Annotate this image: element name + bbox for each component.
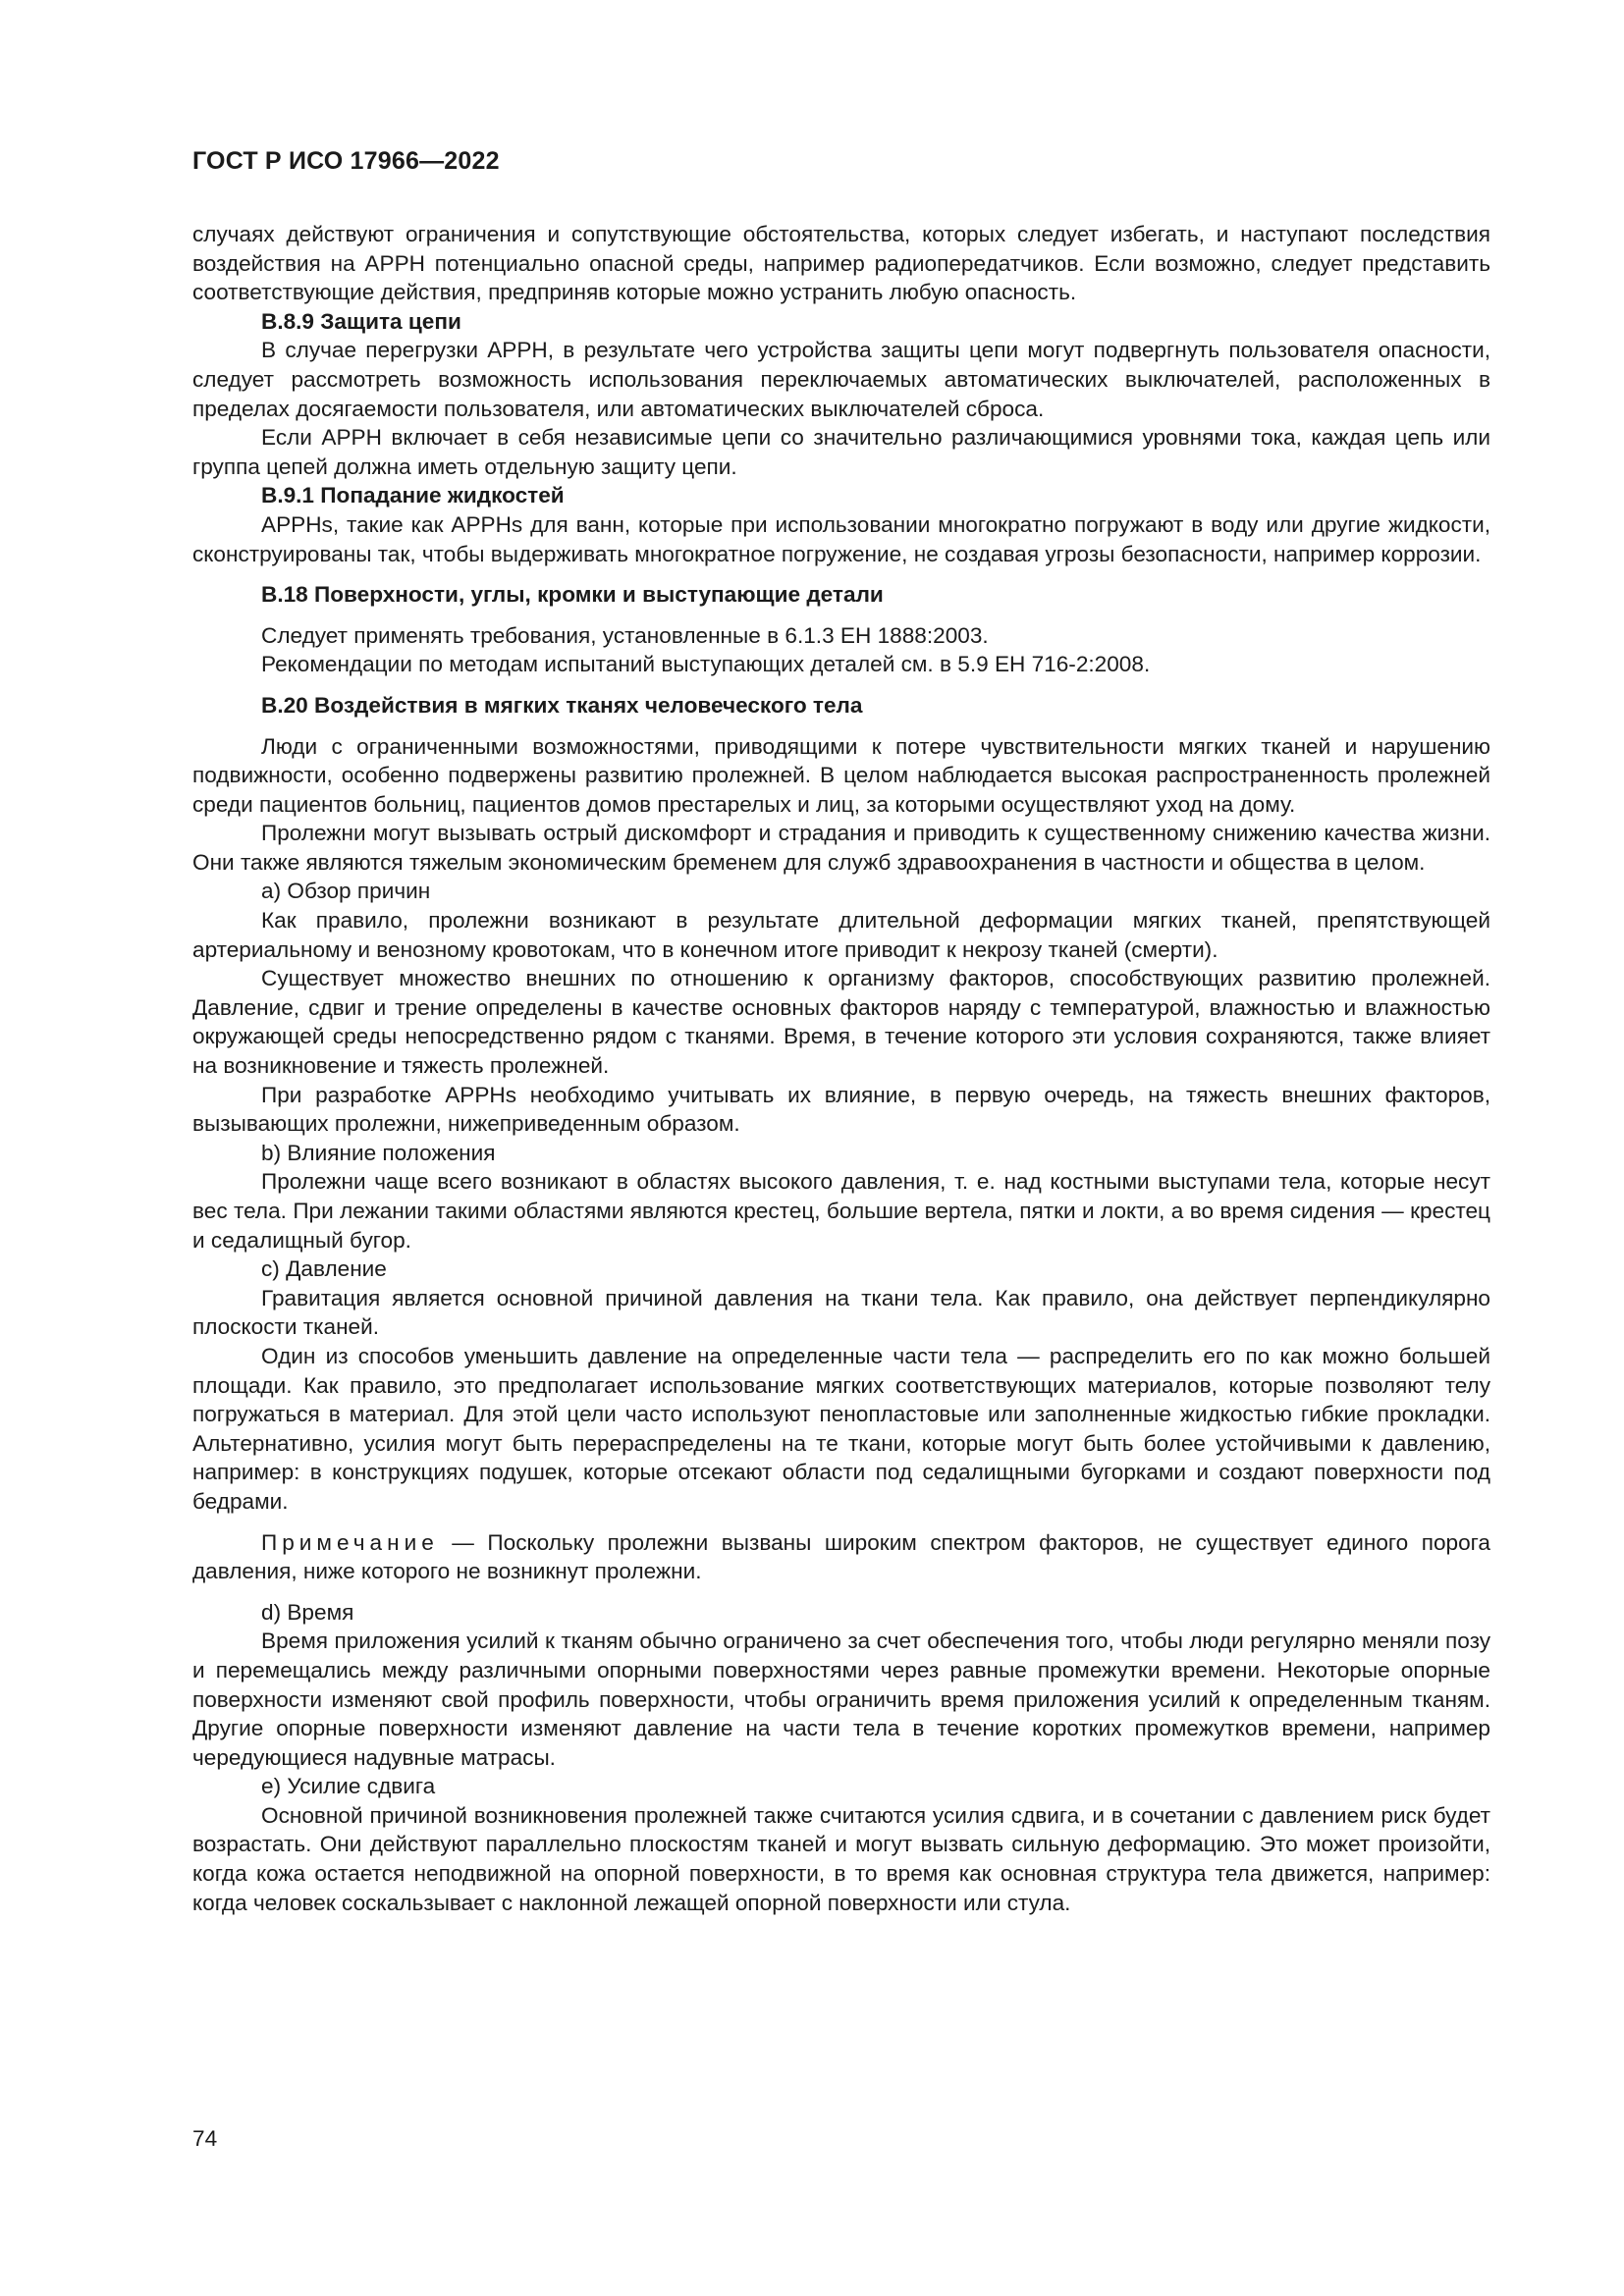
paragraph: Как правило, пролежни возникают в результате длительной деформации мягких тканей, препятствующей артериальному и венозному кровотокам, что в конечном итоге приводит к некрозу тканей (смерти). [192,908,1490,962]
note-text: — Поскольку пролежни вызваны широким спектром факторов, не существует единого порога давления, ниже которого не возникнут пролежни. [192,1529,1490,1584]
note-label: Примечание [261,1529,439,1555]
section-heading-b91: B.9.1 Попадание жидкостей [261,483,565,508]
paragraph: При разработке APPHs необходимо учитывать их влияние, в первую очередь, на тяжесть внешних факторов, вызывающих пролежни, нижеприведенным образом. [192,1082,1490,1137]
paragraph: случаях действуют ограничения и сопутствующие обстоятельства, которых следует избегать, и наступают последствия воздействия на APPH потенциально опасной среды, например радиопередатчиков. Если возможно, следует представить соответствующие действия, предприняв которые можно устранить любую опасность. [192,222,1490,305]
document-header: ГОСТ Р ИСО 17966—2022 [192,147,500,175]
note [192,1528,1490,1586]
paragraph: Время приложения усилий к тканям обычно ограничено за счет обеспечения того, чтобы люди регулярно меняли позу и перемещались между различными опорными поверхностями через равные промежутки времени. Некоторые опорные поверхности изменяют свой профиль поверхности, чтобы ограничить время приложения усилий к определенным тканям. Другие опорные поверхности изменяют давление на части тела в течение коротких промежутков времени, например чередующиеся надувные матрасы. [192,1629,1490,1770]
paragraph: Если APPH включает в себя независимые цепи со значительно различающимися уровнями тока, каждая цепь или группа цепей должна иметь отдельную защиту цепи. [192,425,1490,479]
section-heading-b20: B.20 Воздействия в мягких тканях человеческого тела [261,692,863,718]
paragraph: Рекомендации по методам испытаний выступающих деталей см. в 5.9 ЕН 716-2:2008. [261,652,1151,677]
subsection-e: e) Усилие сдвига [261,1774,436,1799]
paragraph: APPHs, такие как APPHs для ванн, которые при использовании многократно погружают в воду или другие жидкости, сконструированы так, чтобы выдерживать многократное погружение, не создавая угрозы безопасности, например коррозии. [192,511,1490,566]
paragraph: Пролежни могут вызывать острый дискомфорт и страдания и приводить к существенному снижению качества жизни. Они также являются тяжелым экономическим бременем для служб здравоохранения в частности и общества в целом. [192,821,1490,875]
paragraph: Люди с ограниченными возможностями, приводящими к потере чувствительности мягких тканей и нарушению подвижности, особенно подвержены развитию пролежней. В целом наблюдается высокая распространенность пролежней среди пациентов больниц, пациентов домов престарелых и лиц, за которыми осуществляют уход на дому. [192,733,1490,817]
paragraph: В случае перегрузки APPH, в результате чего устройства защиты цепи могут подвергнуть пользователя опасности, следует рассмотреть возможность использования переключаемых автоматических выключателей, расположенных в пределах досягаемости пользователя, или автоматических выключателей сброса. [192,338,1490,421]
document-body [192,220,1490,1917]
paragraph: Один из способов уменьшить давление на определенные части тела — распределить его по как можно большей площади. Как правило, это предполагает использование мягких соответствующих материалов, которые позволяют телу погружаться в материал. Для этой цели часто используют пенопластовые или заполненные жидкостью гибкие прокладки. Альтернативно, усилия могут быть перераспределены на те ткани, которые могут быть более устойчивыми к давлению, например: в конструкциях подушек, которые отсекают области под седалищными бугорками и создают поверхности под бедрами. [192,1343,1490,1514]
subsection-c: c) Давление [261,1256,387,1282]
paragraph: Гравитация является основной причиной давления на ткани тела. Как правило, она действует перпендикулярно плоскости тканей. [192,1285,1490,1340]
section-heading-b89: B.8.9 Защита цепи [261,308,461,334]
subsection-a: a) Обзор причин [261,879,431,904]
paragraph: Основной причиной возникновения пролежней также считаются усилия сдвига, и в сочетании с давлением риск будет возрастать. Они действуют параллельно плоскостям тканей и могут вызвать сильную деформацию. Это может произойти, когда кожа остается неподвижной на опорной поверхности, в то время как основная структура тела движется, например: когда человек соскальзывает с наклонной лежащей опорной поверхности или стула. [192,1802,1490,1915]
paragraph: Существует множество внешних по отношению к организму факторов, способствующих развитию пролежней. Давление, сдвиг и трение определены в качестве основных факторов наряду с температурой, влажностью и влажностью окружающей среды непосредственно рядом с тканями. Время, в течение которого эти условия сохраняются, также влияет на возникновение и тяжесть пролежней. [192,966,1490,1079]
section-heading-b18: B.18 Поверхности, углы, кромки и выступающие детали [261,582,884,608]
page-number: 74 [192,2126,218,2151]
paragraph: Следует применять требования, установленные в 6.1.3 ЕН 1888:2003. [261,622,989,648]
subsection-b: b) Влияние положения [261,1140,496,1165]
paragraph: Пролежни чаще всего возникают в областях высокого давления, т. е. над костными выступами тела, которые несут вес тела. При лежании такими областями являются крестец, большие вертела, пятки и локти, а во время сидения — крестец и седалищный бугор. [192,1169,1490,1253]
subsection-d: d) Время [261,1599,354,1625]
